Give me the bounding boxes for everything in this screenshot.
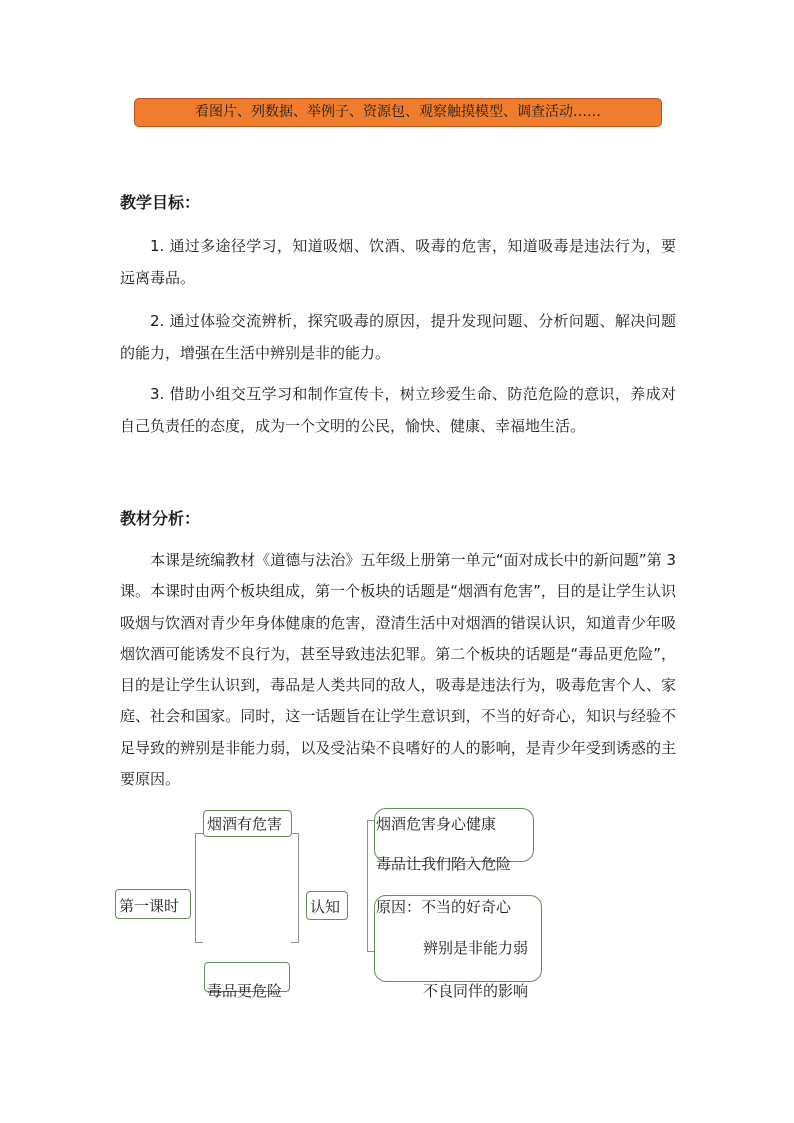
right-frame-top [374,808,534,862]
branch-top-label: 烟酒有危害 [207,815,283,833]
activity-banner: 看图片、列数据、举例子、资源包、观察触摸模型、调查活动…… [134,98,662,127]
teaching-goal-3: 3. 借助小组交互学习和制作宣传卡，树立珍爱生命、防范危险的意识，养成对自己负责任的态度，成为一个文明的公民，愉快、健康、幸福地生活。 [120,385,676,435]
right-item-1: 烟酒危害身心健康 [376,815,497,833]
right-bracket-top-tick [367,820,374,821]
root-box [115,889,191,919]
branch-bottom-label: 毒品更危险 [207,982,283,1000]
material-analysis-paragraph: 本课是统编教材《道德与法治》五年级上册第一单元“面对成长中的新问题”第 3 课。本课时由两个板块组成，第一个板块的话题是“烟酒有危害”，目的是让学生认识吸烟与饮酒对青少年身体健康的危害，澄清生活中对烟酒的错误认识，知道青少年吸烟饮酒可能诱发不良行为，甚至导致违法犯罪。第二个板块的话题是“毒品更危险”，目的是让学生认识到，毒品是人类共同的敌人，吸毒是违法行为，吸毒危害个人、家庭、社会和国家。同时，这一话题旨在让学生意识到，不当的好奇心，知识与经验不足导致的辨别是非能力弱，以及受沾染不良嗜好的人的影响，是青少年受到诱惑的主要原因。 [120,551,676,789]
middle-label: 认知 [310,898,341,916]
middle-bracket-bottom-tick [291,942,299,943]
branch-bottom-box [204,962,290,992]
right-frame-bottom [374,895,542,982]
left-bracket-top-tick [195,833,203,834]
right-item-3: 原因：不当的好奇心 [376,898,512,916]
left-bracket-bottom-tick [195,942,203,943]
right-bracket-line [367,820,368,952]
right-bracket-bottom-tick [367,951,374,952]
middle-bracket-line [298,833,299,943]
right-item-5: 不良同伴的影响 [423,982,529,1000]
teaching-goals-heading: 教学目标： [120,193,201,212]
left-bracket-line [195,833,196,943]
material-analysis-heading: 教材分析： [120,509,201,528]
middle-bracket-top-tick [291,833,299,834]
root-label: 第一课时 [119,897,180,915]
branch-top-box [203,810,292,837]
right-item-2: 毒品让我们陷入危险 [376,855,512,873]
middle-box [306,891,348,920]
teaching-goal-2: 2. 通过体验交流辨析，探究吸毒的原因，提升发现问题、分析问题、解决问题的能力，增强在生活中辨别是非的能力。 [120,312,676,362]
right-item-4: 辨别是非能力弱 [423,939,529,957]
teaching-goal-1: 1. 通过多途径学习，知道吸烟、饮酒、吸毒的危害，知道吸毒是违法行为，要远离毒品。 [120,237,676,287]
